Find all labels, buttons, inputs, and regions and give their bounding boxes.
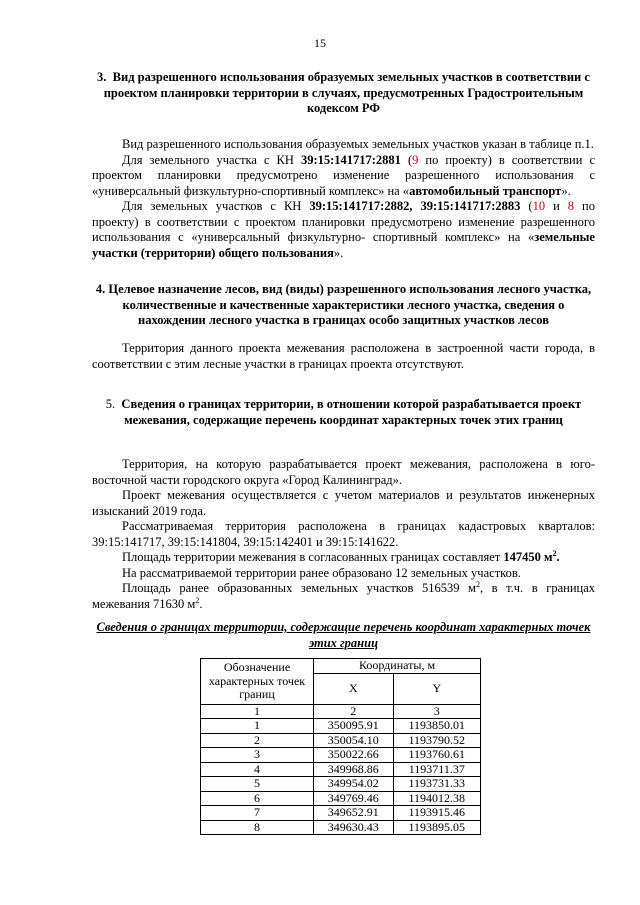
section-3-title: Вид разрешенного использования образуемых земельных участков в соответствии с проектом планировки территории в случаях, предусмотренных Градостроительным кодексом РФ	[103, 70, 590, 115]
section-5-paragraph-3: Рассматриваемая территория расположена в границах кадастровых кварталов: 39:15:141717, 39:15:141804, 39:15:142401 и 39:15:141622.	[92, 519, 595, 549]
y-coordinate-cell: 1193895.05	[393, 820, 480, 835]
section-3-body	[92, 137, 595, 261]
table-row	[201, 777, 481, 792]
section-3-paragraph-2: Для земельного участка с КН 39:15:141717:2881 (9 по проекту) в соответствии с проектом планировки предусмотрено изменение разрешенного использования с «универсальный физкультурно-спортивный комплекс» на «автомобильный транспорт».	[92, 152, 595, 198]
table-row	[201, 806, 481, 821]
section-4-body	[92, 341, 595, 372]
section-3-heading	[92, 70, 595, 117]
x-coordinate-cell: 350095.91	[314, 719, 394, 734]
column-header-y: Y	[393, 673, 480, 704]
project-number: 8	[567, 199, 575, 213]
section-3-paragraph-3: Для земельных участков с КН 39:15:141717:2882, 39:15:141717:2883 (10 и 8 по проекту) в соответствии с проектом планировки предусмотрено изменение разрешенного использования с «универсальный физкультурно- спортивный комплекс» на «земельные участки (территории) общего пользования».	[92, 199, 595, 260]
x-coordinate-cell: 349968.86	[314, 762, 394, 777]
index-cell: 3	[393, 704, 480, 719]
project-number: 10	[532, 199, 546, 213]
y-coordinate-cell: 1193731.33	[393, 777, 480, 792]
x-coordinate-cell: 349769.46	[314, 791, 394, 806]
table-row	[201, 733, 481, 748]
index-cell: 1	[201, 704, 314, 719]
table-row	[201, 719, 481, 734]
coordinates-table-body	[201, 719, 481, 835]
section-4-heading: 4. Целевое назначение лесов, вид (виды) разрешенного использования лесного участка, количественные и качественные характеристики лесного участка, сведения о нахождении лесного участка в границах особо защитных участков лесов	[95, 282, 592, 327]
coordinates-table	[200, 658, 481, 835]
point-number-cell: 4	[201, 762, 314, 777]
x-coordinate-cell: 350054.10	[314, 733, 394, 748]
area-value: 147450 $м^2$.	[503, 548, 560, 564]
point-number-cell: 5	[201, 777, 314, 792]
column-header-point: Обозначение характерных точек границ	[201, 659, 314, 705]
new-use-type: земельные участки (территории) общего пользования	[92, 230, 595, 260]
y-coordinate-cell: 1194012.38	[393, 791, 480, 806]
x-coordinate-cell: 349630.43	[314, 820, 394, 835]
section-5-paragraph-1: Территория, на которую разрабатывается проект межевания, расположена в юго-восточной части городского округа «Город Калининград».	[92, 457, 595, 487]
table-row	[201, 748, 481, 763]
section-5-paragraph-5: На рассматриваемой территории ранее образовано 12 земельных участков.	[122, 565, 521, 580]
table-caption: Сведения о границах территории, содержащие перечень координат характерных точек этих границ	[96, 620, 591, 650]
new-use-type: автомобильный транспорт	[409, 183, 562, 198]
section-5-title: Сведения о границах территории, в отношении которой разрабатывается проект межевания, содержащие перечень координат характерных точек этих границ	[121, 397, 582, 427]
index-cell: 2	[314, 704, 394, 719]
column-header-x: X	[314, 673, 394, 704]
section-5-paragraph-6: Площадь ранее образованных земельных участков 516539 $м^2$, в т.ч. в границах межевания 71630 $м^2$.	[92, 579, 596, 611]
section-5-number: 5.	[105, 397, 116, 411]
section-5-body	[92, 457, 595, 612]
y-coordinate-cell: 1193790.52	[393, 733, 480, 748]
x-coordinate-cell: 349954.02	[314, 777, 394, 792]
section-3-paragraph-1: Вид разрешенного использования образуемых земельных участков указан в таблице п.1.	[122, 137, 594, 151]
table-row	[201, 791, 481, 806]
section-3-number: 3.	[97, 70, 107, 84]
point-number-cell: 3	[201, 748, 314, 763]
table-row	[201, 820, 481, 835]
y-coordinate-cell: 1193915.46	[393, 806, 480, 821]
x-coordinate-cell: 350022.66	[314, 748, 394, 763]
cadastral-number: 39:15:141717:2881	[300, 152, 401, 167]
y-coordinate-cell: 1193711.37	[393, 762, 480, 777]
section-4-paragraph-1: Территория данного проекта межевания расположена в застроенной части города, в соответствии с этим лесные участки в границах проекта отсутствуют.	[92, 341, 595, 371]
point-number-cell: 6	[201, 791, 314, 806]
section-5-paragraph-2: Проект межевания осуществляется с учетом материалов и результатов инженерных изысканий 2019 года.	[92, 488, 595, 518]
point-number-cell: 8	[201, 820, 314, 835]
x-coordinate-cell: 349652.91	[314, 806, 394, 821]
y-coordinate-cell: 1193850.01	[393, 719, 480, 734]
section-5-heading	[92, 397, 595, 428]
cadastral-numbers: 39:15:141717:2882, 39:15:141717:2883	[309, 199, 521, 213]
page-number: 15	[314, 36, 326, 50]
point-number-cell: 2	[201, 733, 314, 748]
table-row	[201, 762, 481, 777]
section-5-paragraph-4: Площадь территории межевания в согласованных границах составляет 147450 $м^2$.	[122, 548, 560, 564]
y-coordinate-cell: 1193760.61	[393, 748, 480, 763]
project-number: 9	[412, 152, 419, 167]
point-number-cell: 7	[201, 806, 314, 821]
column-header-coordinates: Координаты, м	[314, 659, 481, 674]
point-number-cell: 1	[201, 719, 314, 734]
